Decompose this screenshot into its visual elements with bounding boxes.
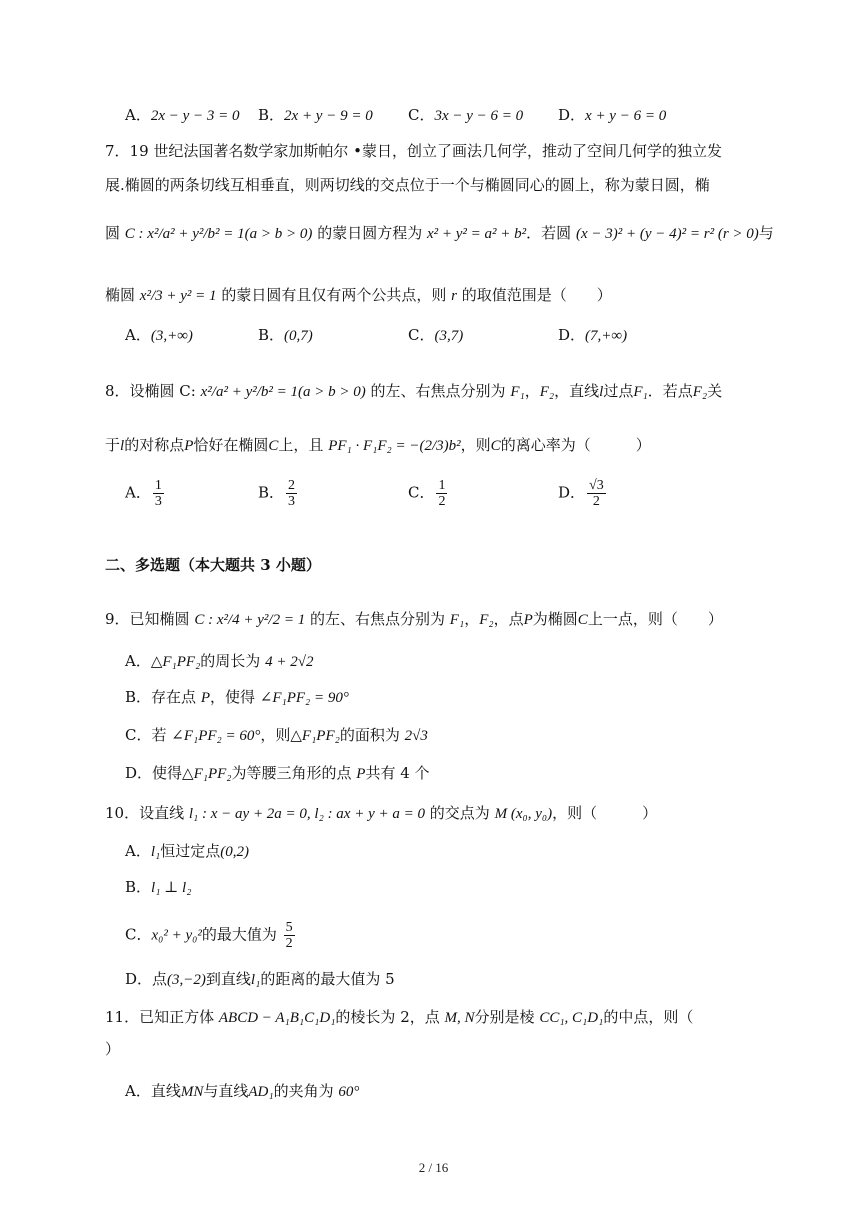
q7-option-c: C．(3,7)	[408, 326, 464, 344]
q7-line1: 7．19 世纪法国著名数学家加斯帕尔 •蒙日，创立了画法几何学，推动了空间几何学的独立发	[105, 142, 723, 160]
q7-line3: 圆 C : x²/a² + y²/b² = 1(a > b > 0) 的蒙日圆方程为 x² + y² = a² + b²．若圆 (x − 3)² + (y − 4)² = r² (r > 0)与	[105, 224, 774, 242]
q10-option-d: D．点(3,−2)到直线l₁的距离的最大值为 5	[125, 970, 395, 988]
q6-option-c: C．3x − y − 6 = 0	[408, 106, 524, 124]
q7-line4: 椭圆 x²/3 + y² = 1 的蒙日圆有且仅有两个公共点，则 r 的取值范围是（ ）	[105, 286, 612, 304]
section-title-multiple-choice: 二、多选题（本大题共 3 小题）	[105, 556, 321, 574]
q7-option-d: D．(7,+∞)	[558, 326, 628, 344]
q9-option-d: D．使得△F₁PF₂为等腰三角形的点 P共有 4 个	[125, 764, 430, 782]
q9-stem: 9．已知椭圆 C : x²/4 + y²/2 = 1 的左、右焦点分别为 F₁，F₂，点P为椭圆C上一点，则（ ）	[105, 610, 723, 628]
q11-option-a: A．直线MN与直线AD₁的夹角为 60°	[125, 1082, 360, 1100]
q8-option-c: C． $\frac{1}{2}$	[408, 478, 446, 509]
q6-option-d: D．x + y − 6 = 0	[558, 106, 667, 124]
q10-option-a: A．l₁恒过定点(0,2)	[125, 842, 249, 860]
q10-stem: 10．设直线 l₁ : x − ay + 2a = 0, l₂ : ax + y + a = 0 的交点为 M (x₀, y₀)，则（ ）	[105, 804, 658, 822]
q11-stem-line2: ）	[105, 1040, 121, 1058]
q8-option-b: B． $\frac{2}{3}$	[258, 478, 296, 509]
q11-stem-line1: 11．已知正方体 ABCD − A₁B₁C₁D₁的棱长为 2，点 M, N分别是棱 CC₁, C₁D₁的中点，则（	[105, 1008, 694, 1026]
q9-option-a: A．△F₁PF₂的周长为 4 + 2√2	[125, 652, 314, 670]
q8-option-a: A． $\frac{1}{3}$	[125, 478, 162, 509]
q6-option-b: B．2x + y − 9 = 0	[258, 106, 373, 124]
q6-option-a: A．2x − y − 3 = 0	[125, 106, 240, 124]
q8-option-d: D． $\frac{√3}{2}$	[558, 478, 604, 509]
q8-line1: 8．设椭圆 C: x²/a² + y²/b² = 1(a > b > 0) 的左、右焦点分别为 F₁，F₂，直线l过点F₁．若点F₂关	[105, 382, 723, 400]
q7-option-b: B．(0,7)	[258, 326, 313, 344]
q8-line2: 于l的对称点P恰好在椭圆C上，且 PF₁ · F₁F₂ = −(2/3)b²，则C的离心率为（ ）	[105, 436, 651, 454]
q10-option-c: C．x₀² + y₀²的最大值为 $\frac{5}{2}$	[125, 920, 293, 951]
page-number: 2 / 16	[418, 1160, 449, 1175]
q7-line2: 展.椭圆的两条切线互相垂直，则两切线的交点位于一个与椭圆同心的圆上，称为蒙日圆，椭	[105, 176, 710, 194]
q10-option-b: B．l₁ ⊥ l₂	[125, 878, 192, 896]
q9-option-c: C．若 ∠F₁PF₂ = 60°，则△F₁PF₂的面积为 2√3	[125, 726, 428, 744]
q9-option-b: B．存在点 P，使得 ∠F₁PF₂ = 90°	[125, 688, 349, 706]
q7-option-a: A．(3,+∞)	[125, 326, 193, 344]
